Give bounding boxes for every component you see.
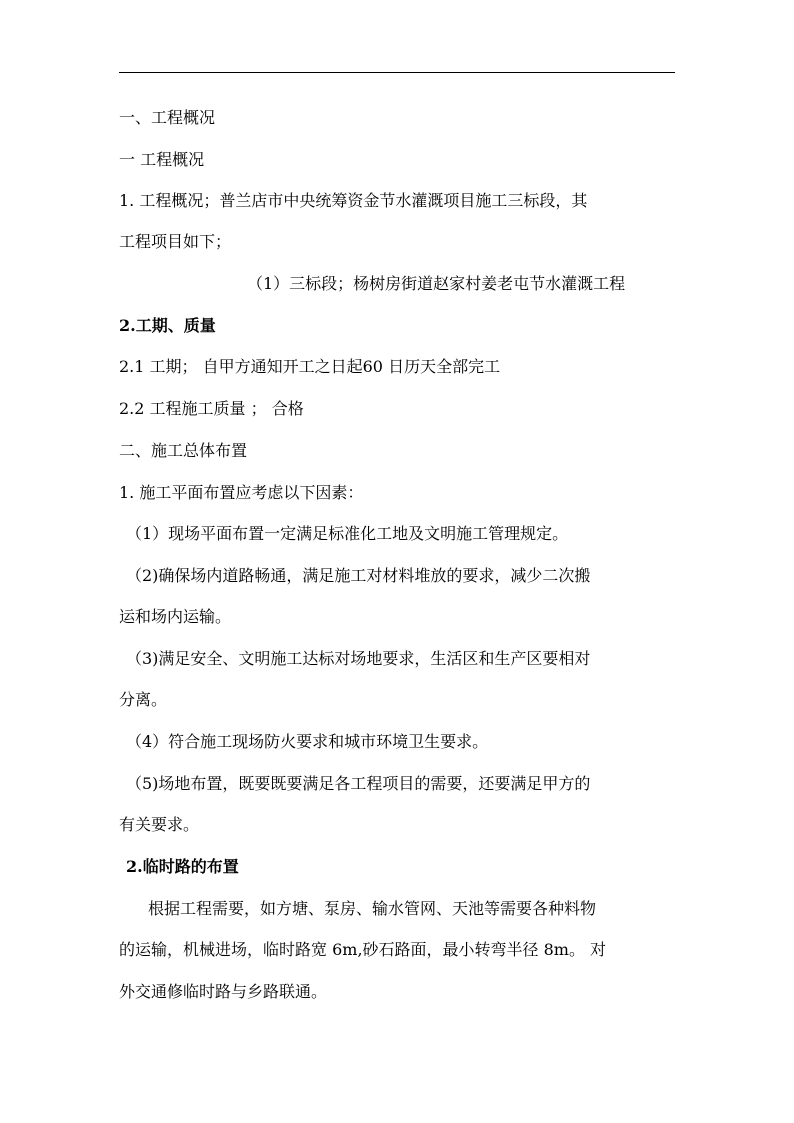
heading-schedule-quality: 2.工期、质量 [119, 316, 216, 335]
paragraph-line: 外交通修临时路与乡路联通。 [119, 982, 328, 1001]
list-item: （1）现场平面布置一定满足标准化工地及文明施工管理规定。 [126, 524, 569, 543]
paragraph-line: 工程项目如下； [119, 232, 232, 251]
paragraph-line: 根据工程需要，如方塘、泵房、输水管网、天池等需要各种料物 [148, 899, 597, 918]
paragraph-line: 的运输，机械进场，临时路宽 6m,砂石路面，最小转弯半径 8m。 对 [119, 940, 607, 959]
paragraph-line: 分离。 [119, 690, 168, 709]
paragraph-line: 2.2 工程施工质量 ； 合格 [119, 399, 304, 418]
heading-general-layout: 二、施工总体布置 [119, 441, 248, 460]
paragraph-line: 有关要求。 [119, 815, 200, 834]
paragraph-line: 2.1 工期； 自甲方通知开工之日起60 日历天全部完工 [119, 357, 501, 376]
heading-temporary-road: 2.临时路的布置 [126, 857, 239, 876]
paragraph-line: 1. 工程概况；普兰店市中央统筹资金节水灌溉项目施工三标段，其 [119, 191, 588, 210]
subheading-project-overview: 一 工程概况 [119, 150, 205, 169]
heading-project-overview: 一、工程概况 [119, 108, 216, 127]
list-item: （1）三标段；杨树房街道赵家村姜老屯节水灌溉工程 [247, 274, 626, 293]
list-item: （3)满足安全、文明施工达标对场地要求，生活区和生产区要相对 [126, 649, 591, 668]
paragraph-line: 1. 施工平面布置应考虑以下因素： [119, 483, 364, 502]
paragraph-line: 运和场内运输。 [119, 607, 232, 626]
list-item: （2)确保场内道路畅通，满足施工对材料堆放的要求，减少二次搬 [126, 566, 591, 585]
list-item: （5)场地布置，既要既要满足各工程项目的需要，还要满足甲方的 [126, 774, 591, 793]
header-rule [119, 72, 675, 73]
list-item: （4）符合施工现场防火要求和城市环境卫生要求。 [126, 732, 489, 751]
